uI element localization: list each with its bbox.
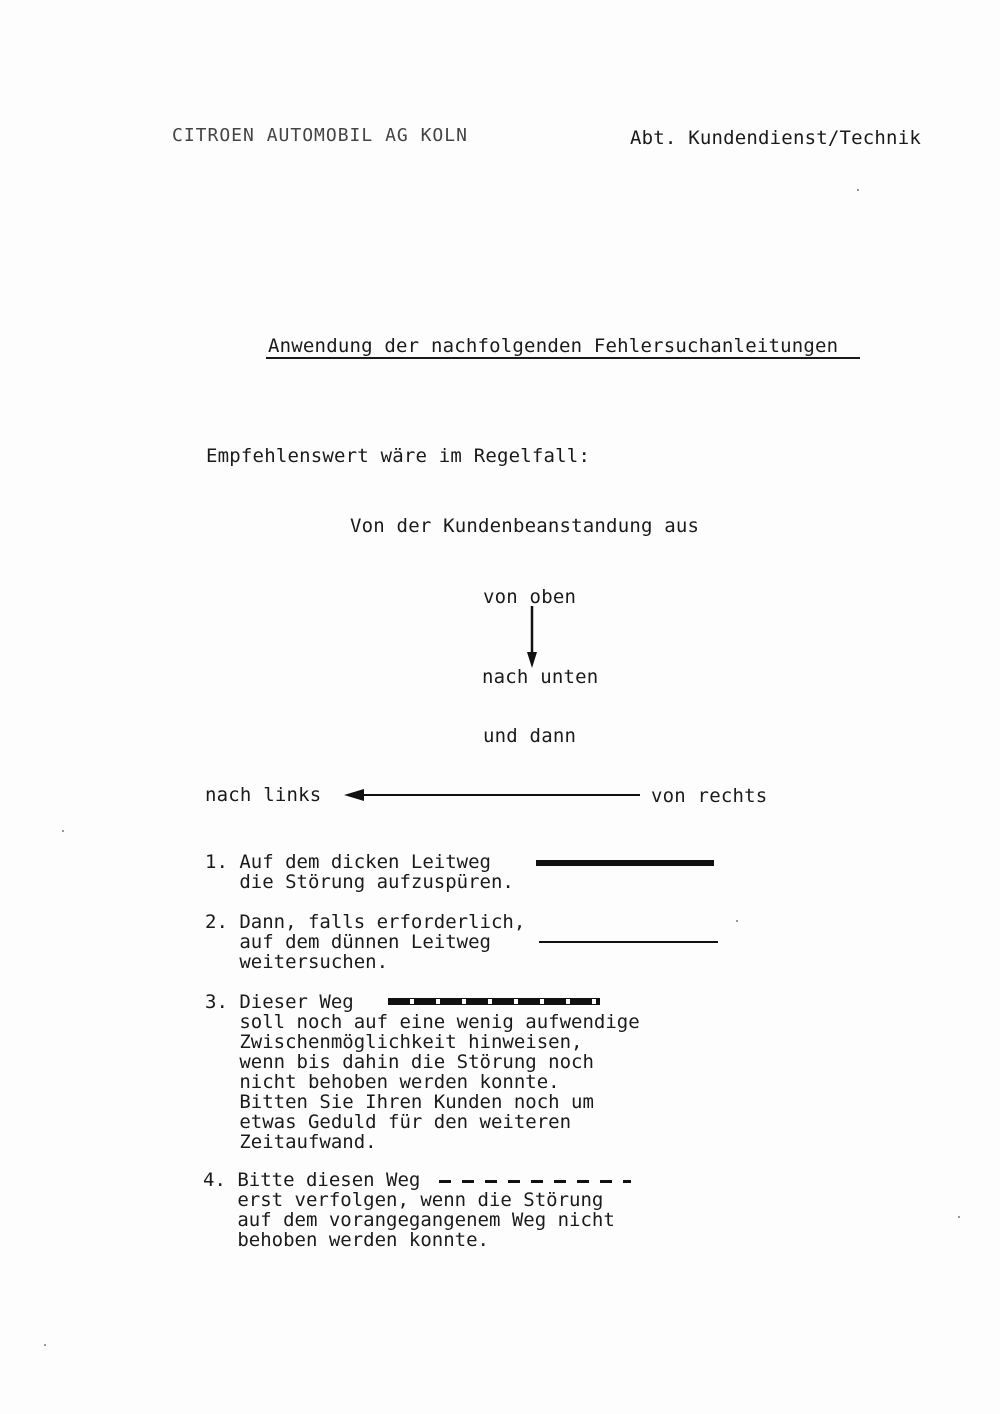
paper-speck [958, 1216, 960, 1218]
arrow-down-icon [522, 606, 542, 668]
direction-top-label: von oben [483, 586, 577, 608]
thin-route-line [539, 941, 718, 943]
paper-speck [736, 920, 738, 922]
direction-then-label: und dann [483, 725, 577, 747]
instruction-item-4: 4. Bitte diesen Weg erst verfolgen, wenn die Störung auf dem vorangegangenem Weg nicht behoben werden konnte. [203, 1169, 615, 1251]
paper-speck [857, 189, 859, 191]
dashed-route-line [439, 1180, 631, 1183]
department-header: Abt. Kundendienst/Technik [630, 127, 921, 149]
direction-right-label: von rechts [651, 785, 768, 807]
intro-text: Empfehlenswert wäre im Regelfall: [206, 445, 591, 467]
title-underline [266, 357, 860, 359]
instruction-item-1: 1. Auf dem dicken Leitweg die Störung aufzuspüren. [205, 851, 514, 893]
arrow-left-icon [344, 786, 640, 804]
direction-left-label: nach links [205, 784, 322, 806]
hatched-route-line [388, 998, 600, 1005]
from-complaint-text: Von der Kundenbeanstandung aus [350, 515, 700, 537]
instruction-item-3: 3. Dieser Weg soll noch auf eine wenig aufwendige Zwischenmöglichkeit hinweisen, wenn bis dahin die Störung noch nicht behoben werden konnte. Bitten Sie Ihren Kunden noch um etwas Geduld für den weiteren Zeitaufwand. [205, 991, 640, 1153]
company-header: CITROEN AUTOMOBIL AG KOLN [172, 125, 468, 146]
paper-speck [44, 1344, 46, 1346]
direction-bottom-label: nach unten [482, 666, 599, 688]
document-title: Anwendung der nachfolgenden Fehlersuchanleitungen [268, 335, 839, 357]
paper-speck [62, 830, 64, 832]
instruction-item-2: 2. Dann, falls erforderlich, auf dem dünnen Leitweg weitersuchen. [205, 911, 526, 973]
thick-route-line [536, 860, 714, 866]
